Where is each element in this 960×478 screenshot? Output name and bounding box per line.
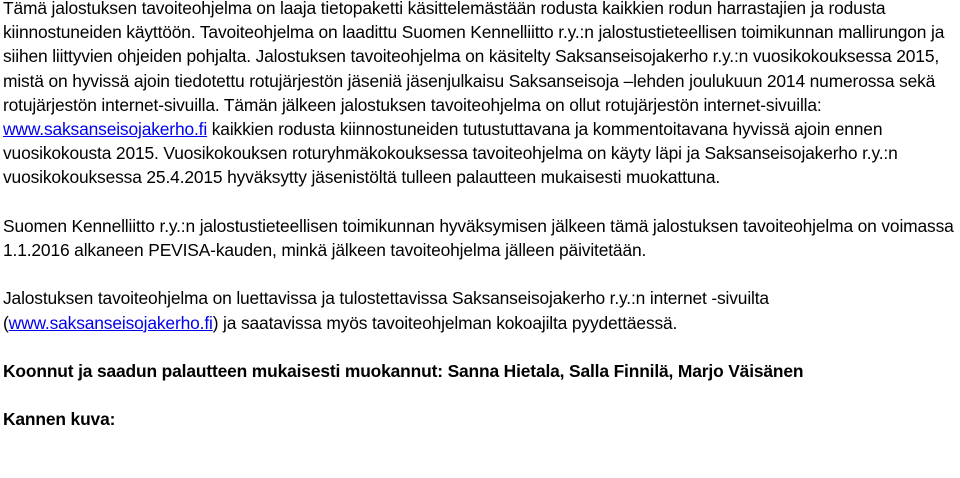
intro-text-part2: kaikkien rodusta kiinnostuneiden tutustuttavana ja kommentoitavana hyvissä ajoin ennen vuosikokousta 2015. Vuosikokouksen roturyhmäkokouksessa tavoiteohjelma on käyty läpi ja Saksanseisojakerho r.y.:n vuosikokouksessa 25.4.2015 hyväksytty jäsenistöltä tulleen palautteen mukaisesti muokattuna. [3,119,898,188]
paragraph-gap [3,262,958,286]
compilers-line: Koonnut ja saadun palautteen mukaisesti muokannut: Sanna Hietala, Salla Finnilä, Marjo Väisänen [3,361,804,381]
paragraph-gap [3,190,958,214]
intro-paragraph [3,0,958,190]
document-page [3,0,958,432]
paragraph-gap [3,383,958,407]
availability-paragraph [3,286,958,334]
validity-paragraph: Suomen Kennelliitto r.y.:n jalostustieteellisen toimikunnan hyväksymisen jälkeen tämä jalostuksen tavoiteohjelma on voimassa 1.1.2016 alkaneen PEVISA-kauden, minkä jälkeen tavoiteohjelma jälleen päivitetään. [3,215,954,261]
cover-image-label: Kannen kuva: [3,409,116,430]
website-link[interactable]: www.saksanseisojakerho.fi [3,119,208,140]
intro-text-part1: Tämä jalostuksen tavoiteohjelma on laaja tietopaketti käsittelemästään rodusta kaikkien rodun harrastajien ja rodusta kiinnostuneiden käyttöön. Tavoiteohjelma on laadittu Suomen Kennelliitto r.y.:n jalostustieteellisen toimikunnan mallirungon ja siihen liittyvien ohjeiden pohjalta. Jalostuksen tavoiteohjelma on käsitelty Saksanseisojakerho r.y.:n vuosikokouksessa 2015, mistä on hyvissä ajoin tiedotettu rotujärjestön jäseniä jäsenjulkaisu Saksanseisoja –lehden joulukuun 2014 numerossa sekä rotujärjestön internet-sivuilla. Tämän jälkeen jalostuksen tavoiteohjelma on ollut rotujärjestön internet-sivuilla: [3,0,945,115]
website-link[interactable]: www.saksanseisojakerho.fi [8,312,213,333]
availability-text-part2: ) ja saatavissa myös tavoiteohjelman kokoajilta pyydettäessä. [212,312,678,333]
availability-text-part1: Jalostuksen tavoiteohjelma on luettavissa ja tulostettavissa Saksanseisojakerho r.y.:n internet -sivuilta ( [3,288,769,333]
paragraph-gap [3,335,958,359]
